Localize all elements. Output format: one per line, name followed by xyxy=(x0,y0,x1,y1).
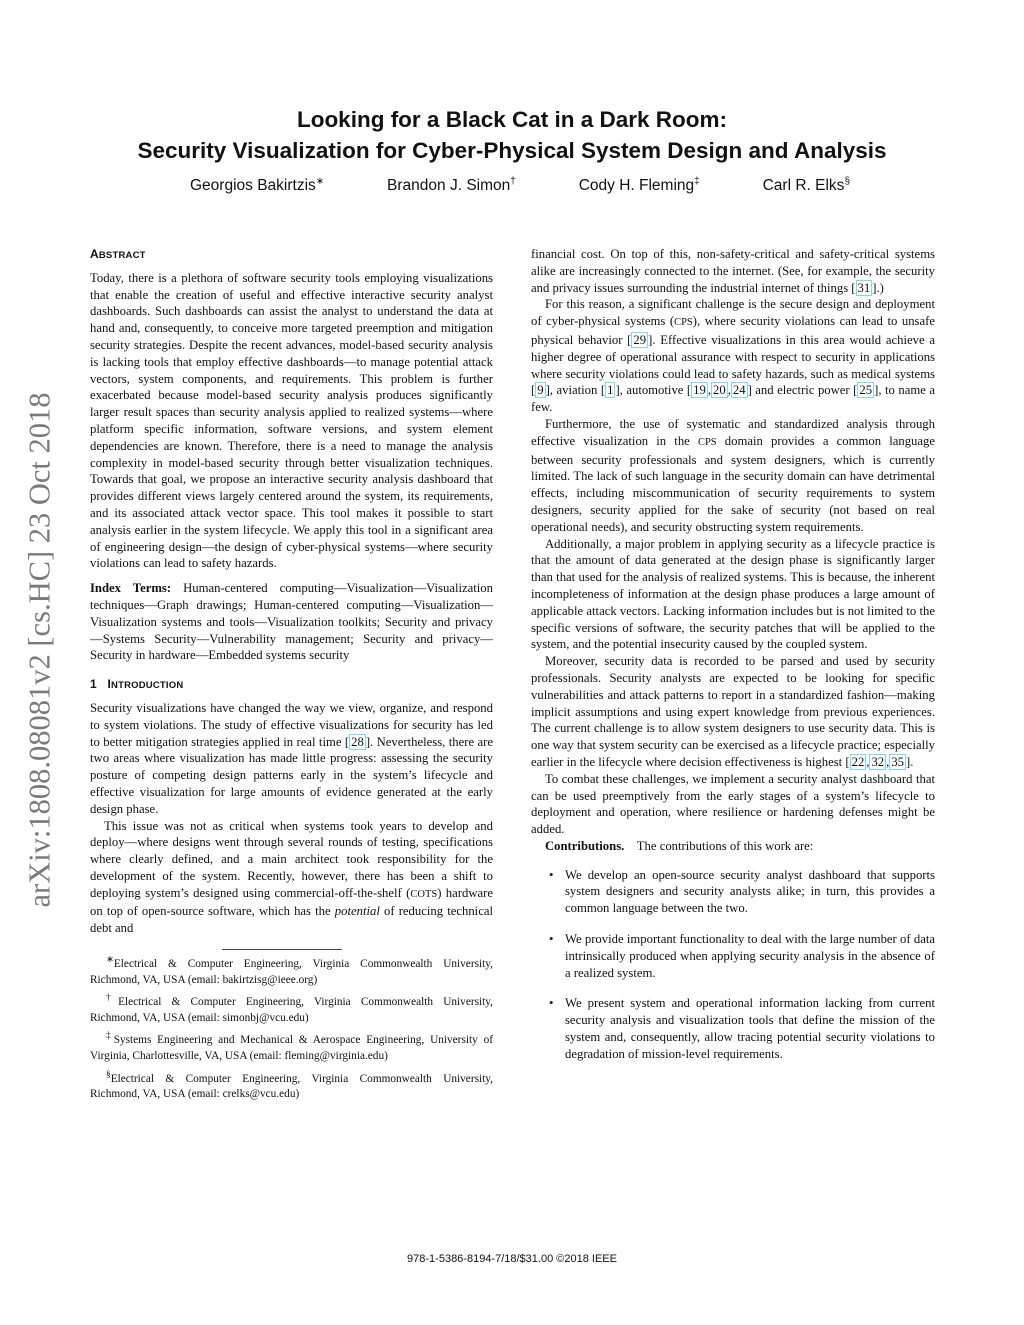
paragraph: To combat these challenges, we implement a security analyst dashboard that can be used preemptively from the early stages of a system’s lifecycle to deployment and operation, where resilience or hardening defenses might be added. xyxy=(531,771,935,837)
intro-paragraph-2: This issue was not as critical when systems took years to develop and deploy—where designs went through several rounds of testing, specifications where clearly defined, and a main architect took responsibility for the development of the system. Recently, however, there has been a shift to deploying system’s designed using commercial-off-the-shelf (COTS) hardware on top of open-source software, which has the potential of reducing technical debt and xyxy=(90,818,493,936)
left-column xyxy=(90,246,493,1103)
intro-heading: 1 INTRODUCTION xyxy=(90,677,184,692)
right-column xyxy=(531,246,935,1077)
author-1: Georgios Bakirtzis∗ xyxy=(190,176,325,195)
author-4: Carl R. Elks§ xyxy=(762,176,850,195)
citation-link[interactable]: 24 xyxy=(732,383,746,398)
contributions-list xyxy=(531,867,935,1063)
arxiv-id: arXiv:1808.08081v2 [cs.HC] 23 Oct 2018 xyxy=(22,392,57,908)
copyright-footer: 978-1-5386-8194-7/18/$31.00 ©2018 IEEE xyxy=(407,1253,617,1265)
citation-link[interactable]: 35 xyxy=(891,754,904,769)
paragraph: Moreover, security data is recorded to be parsed and used by security professionals. Security analysts are expected to be looking for specific vulnerabilities and attack patterns to report in a standardized fashion—making implicit assumptions and using expert knowledge from previous experiences. The current challenge is to allow system designers to use security data. This is one way that system security can be exercised as a lifecycle practice; especially earlier in the lifecycle where decision effectiveness is highest [ 22 , 32 , 35 ]. xyxy=(531,654,935,769)
citation-link[interactable]: 31 xyxy=(857,280,871,295)
abstract-heading: ABSTRACT xyxy=(90,247,146,261)
citation-link[interactable]: 29 xyxy=(633,332,647,347)
citation-link[interactable]: 1 xyxy=(607,383,614,398)
index-terms xyxy=(90,580,493,664)
intro-paragraph-1: Security visualizations have changed the way we view, organize, and respond to system violations. The study of effective visualizations for security has led to better mitigation strategies applied in real time [ 28 ]. Nevertheless, there are two areas where visualization has made little progress: assessing the security posture of competing design patterns early in the system’s lifecycle and effective visualization for large amounts of evidence generated at the early design phase. xyxy=(90,700,493,816)
list-item: • We develop an open-source security analyst dashboard that supports system designers and security analysts alike; in turn, this provides a common language between the two. xyxy=(531,867,935,917)
author-3: Cody H. Fleming‡ xyxy=(578,176,700,195)
list-item: • We present system and operational information lacking from current security analysis and visualization tools that define the mission of the system and, consequently, allow tracing potential security violations to degradation of mission-level requirements. xyxy=(531,995,935,1062)
contributions-lead: Contributions. The contributions of this work are: xyxy=(545,838,814,853)
paragraph: For this reason, a significant challenge is the secure design and deployment of cyber-physical systems (CPS), where security violations can lead to unsafe physical behavior [ 29 ]. Effective visualizations in this area would achieve a higher degree of operational assurance with respect to security in applications where security violations could lead to safety hazards, such as medical systems [ 9 ], aviation [ 1 ], automotive [ 19 , 20 , 24 ] and electric power [ 25 ], to name a few. xyxy=(531,297,935,415)
author-list xyxy=(190,176,850,195)
citation-link[interactable]: 9 xyxy=(537,383,544,398)
citation-link[interactable]: 25 xyxy=(859,383,873,398)
title-line-2: Security Visualization for Cyber-Physical System Design and Analysis xyxy=(137,138,887,163)
footnotes xyxy=(90,953,493,1103)
paragraph: Additionally, a major problem in applying security as a lifecycle practice is that the amount of data generated at the design phase is significantly larger than that used for the analysis of realized systems. This is because, the inherent incompleteness of information at the design phase produces a large amount of applicable attack vectors. Lacking information includes but is not limited to the specific versions of software, the security patches that will be applied to the system, and the potential insecurity caused by the coupled system. xyxy=(531,536,935,652)
citation-link[interactable]: 22 xyxy=(851,754,865,769)
citation-link[interactable]: 20 xyxy=(713,383,726,398)
citation-link[interactable]: 19 xyxy=(693,383,706,398)
author-2: Brandon J. Simon† xyxy=(387,176,516,195)
arxiv-stamp xyxy=(18,355,62,945)
paper-title xyxy=(0,104,1024,166)
index-terms-label: Index Terms: xyxy=(90,581,172,596)
citation-link[interactable]: 28 xyxy=(351,734,364,749)
footnote: ‡Systems Engineering and Mechanical & Aerospace Engineering, University of Virginia, Charlottesville, VA, USA (email: fleming@virginia.edu) xyxy=(90,1031,493,1062)
index-terms-text: Human-centered computing—Visualization—Visualization techniques—Graph drawings; Human-centered computing—Visualization—Visualization systems and tools—Visualization toolkits; Security and privacy—Systems Security—Vulnerability management; Security and privacy—Security in hardware—Embedded systems security xyxy=(90,581,493,663)
title-line-1: Looking for a Black Cat in a Dark Room: xyxy=(296,107,728,132)
citation-link[interactable]: 32 xyxy=(871,754,885,769)
abstract-text: Today, there is a plethora of software security tools employing visualizations that enable the creation of useful and effective interactive security analyst dashboards. Such dashboards can assist the analyst to understand the data at hand and, consequently, to conceive more targeted preemption and mitigation security strategies. Despite the recent advances, model-based security analysis is lacking tools that employ effective dashboards—to manage potential attack vectors, system components, and requirements. This problem is further exacerbated because model-based security analysis produces significantly larger result spaces than security analysis applied to realized systems—where platform specific information, software versions, and system element dependencies are known. Therefore, there is a need to manage the analysis complexity in model-based security through better visualization techniques. Towards that goal, we propose an interactive security analysis dashboard that provides different views largely centered around the system, its requirements, and its associated attack vector space. This tool makes it possible to start analysis earlier in the system lifecycle. We apply this tool in a significant area of engineering design—the design of cyber-physical systems—where security violations can lead to safety hazards. xyxy=(90,270,493,571)
footnote: †Electrical & Computer Engineering, Virginia Commonwealth University, Richmond, VA, USA (email: simonbj@vcu.edu) xyxy=(90,993,494,1024)
footnote: §Electrical & Computer Engineering, Virginia Commonwealth University, Richmond, VA, USA (email: crelks@vcu.edu) xyxy=(90,1069,493,1101)
paragraph: financial cost. On top of this, non-safety-critical and safety-critical systems alike are increasingly connected to the internet. (See, for example, the security and privacy issues surrounding the industrial internet of things [ 31 ].) xyxy=(531,247,935,295)
footnote-divider xyxy=(222,949,342,950)
paragraph: Furthermore, the use of systematic and standardized analysis through effective visualization in the CPS domain provides a common language between security professionals and system designers, which is currently limited. The lack of such language in the security domain can have detrimental effects, including miscommunication of security requirements to system designers, security applied for the sake of security (not based on real operational needs), and security obstructing system requirements. xyxy=(531,416,936,534)
footnote: ∗Electrical & Computer Engineering, Virginia Commonwealth University, Richmond, VA, USA (email: bakirtzisg@ieee.org) xyxy=(90,955,493,986)
list-item: • We provide important functionality to deal with the large number of data intrinsically produced when applying security analysis in the absence of a realized system. xyxy=(531,931,935,981)
